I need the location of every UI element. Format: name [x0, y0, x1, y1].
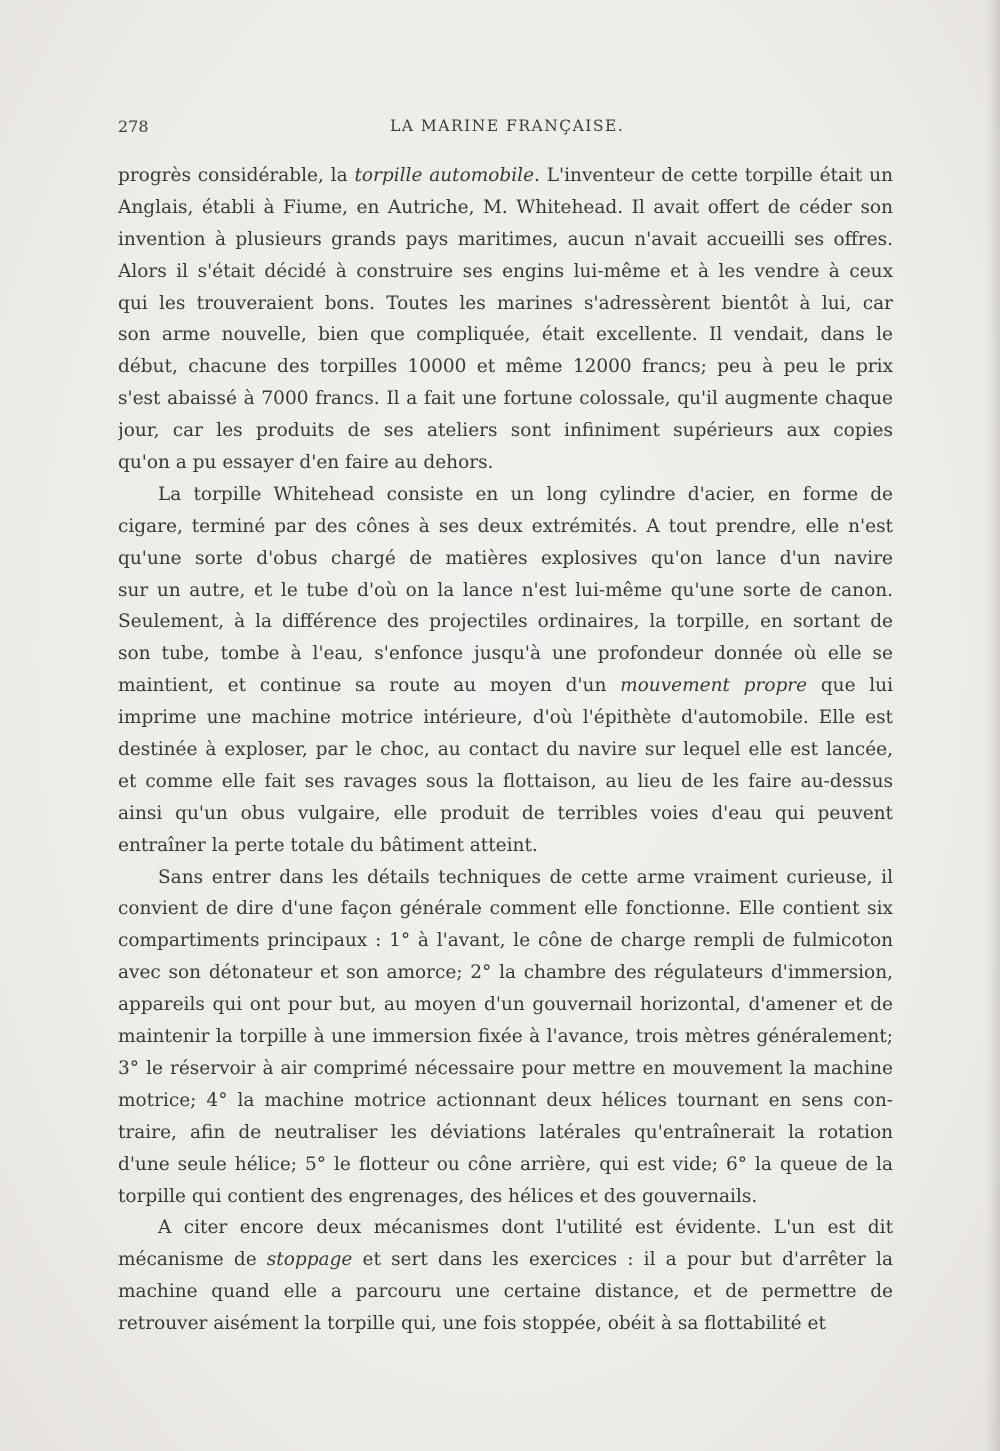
text-line: maintenir la torpille à une immersion fixée à l'avance, trois mètres généralement; [118, 1026, 893, 1048]
text-line: Sans entrer dans les détails techniques de cette arme vraiment curieuse, il [158, 866, 893, 888]
text-line: machine quand elle a parcouru une certaine distance, et de permettre de [118, 1281, 893, 1303]
text-line: début, chacune des torpilles 10000 et même 12000 francs; peu à peu le prix [118, 356, 893, 378]
text-line: son arme nouvelle, bien que compliquée, était excellente. Il vendait, dans le [118, 324, 893, 346]
text-line: motrice; 4° la machine motrice actionnant deux hélices tournant en sens con- [118, 1089, 893, 1111]
paragraph [118, 160, 893, 479]
text-line: entraîner la perte totale du bâtiment atteint. [118, 834, 538, 856]
text-line: 3° le réservoir à air comprimé nécessaire pour mettre en mouvement la machine [118, 1057, 893, 1079]
running-title: LA MARINE FRANÇAISE. [390, 117, 625, 135]
italic-term: torpille automobile [354, 165, 535, 186]
text-run: progrès considérable, la [118, 165, 355, 186]
text-line [118, 160, 893, 192]
body-text [118, 160, 893, 1340]
text-line: retrouver aisément la torpille qui, une fois stoppée, obéit à sa flottabilité et [118, 1313, 826, 1335]
text-run: maintient, et continue sa route au moyen d'un [118, 675, 621, 697]
italic-term: mouvement propre [620, 675, 808, 697]
text-line: imprime une machine motrice intérieure, d'où l'épithète d'automobile. Elle est [118, 707, 893, 729]
text-line: traire, afin de neutraliser les déviations latérales qu'entraînerait la rotation [118, 1121, 893, 1143]
page-edge-shadow [986, 0, 1000, 1451]
text-line: d'une seule hélice; 5° le flotteur ou cône arrière, qui est vide; 6° la queue de la [118, 1153, 893, 1175]
text-line: compartiments principaux : 1° à l'avant, le cône de charge rempli de fulmicoton [118, 930, 893, 952]
paragraph [118, 862, 893, 1213]
text-line [118, 1244, 893, 1276]
text-line: appareils qui ont pour but, au moyen d'un gouvernail horizontal, d'amener et de [118, 994, 893, 1016]
text-line: Seulement, à la différence des projectiles ordinaires, la torpille, en sortant de [118, 611, 893, 633]
text-line: Alors il s'était décidé à construire ses engins lui-même et à les vendre à ceux [118, 260, 893, 282]
text-line: s'est abaissé à 7000 francs. Il a fait une fortune colossale, qu'il augmente chaque [118, 388, 893, 410]
text-line: torpille qui contient des engrenages, des hélices et des gouvernails. [118, 1185, 758, 1207]
text-line: La torpille Whitehead consiste en un long cylindre d'acier, en forme de [158, 483, 893, 505]
text-line: qui les trouveraient bons. Toutes les marines s'adressèrent bientôt à lui, car [118, 292, 893, 314]
page-number: 278 [118, 117, 149, 136]
text-line: cigare, terminé par des cônes à ses deux extrémités. A tout prendre, elle n'est [118, 515, 893, 537]
text-line: invention à plusieurs grands pays maritimes, aucun n'avait accueilli ses offres. [118, 228, 893, 250]
italic-term: stoppage [266, 1249, 353, 1271]
text-run: mécanisme de [118, 1249, 267, 1271]
text-line: A citer encore deux mécanismes dont l'utilité est évidente. L'un est dit [158, 1217, 893, 1239]
text-line: son tube, tombe à l'eau, s'enfonce jusqu'à une profondeur donnée où elle se [118, 643, 893, 665]
text-run: . L'inventeur de cette torpille était un [534, 165, 893, 186]
running-head [118, 117, 893, 147]
text-line [118, 670, 893, 702]
text-line: destinée à exploser, par le choc, au contact du navire sur lequel elle est lancée, [118, 739, 893, 761]
text-line: qu'on a pu essayer d'en faire au dehors. [118, 452, 494, 474]
paragraph [118, 479, 893, 862]
text-line: jour, car les produits de ses ateliers sont infiniment supérieurs aux copies [118, 420, 893, 442]
text-line: sur un autre, et le tube d'où on la lance n'est lui-même qu'une sorte de canon. [118, 579, 893, 601]
text-line: et comme elle fait ses ravages sous la flottaison, au lieu de les faire au-dessus [118, 770, 893, 792]
text-line: convient de dire d'une façon générale comment elle fonctionne. Elle contient six [118, 898, 893, 920]
text-line: qu'une sorte d'obus chargé de matières explosives qu'on lance d'un navire [118, 547, 893, 569]
paragraph [118, 1212, 893, 1340]
text-run: que lui [807, 675, 893, 697]
text-line: avec son détonateur et son amorce; 2° la chambre des régulateurs d'immersion, [118, 962, 893, 984]
text-line: Anglais, établi à Fiume, en Autriche, M. Whitehead. Il avait offert de céder son [118, 196, 893, 218]
text-run: et sert dans les exercices : il a pour but d'arrêter la [352, 1249, 893, 1271]
text-line: ainsi qu'un obus vulgaire, elle produit de terribles voies d'eau qui peuvent [118, 802, 893, 824]
